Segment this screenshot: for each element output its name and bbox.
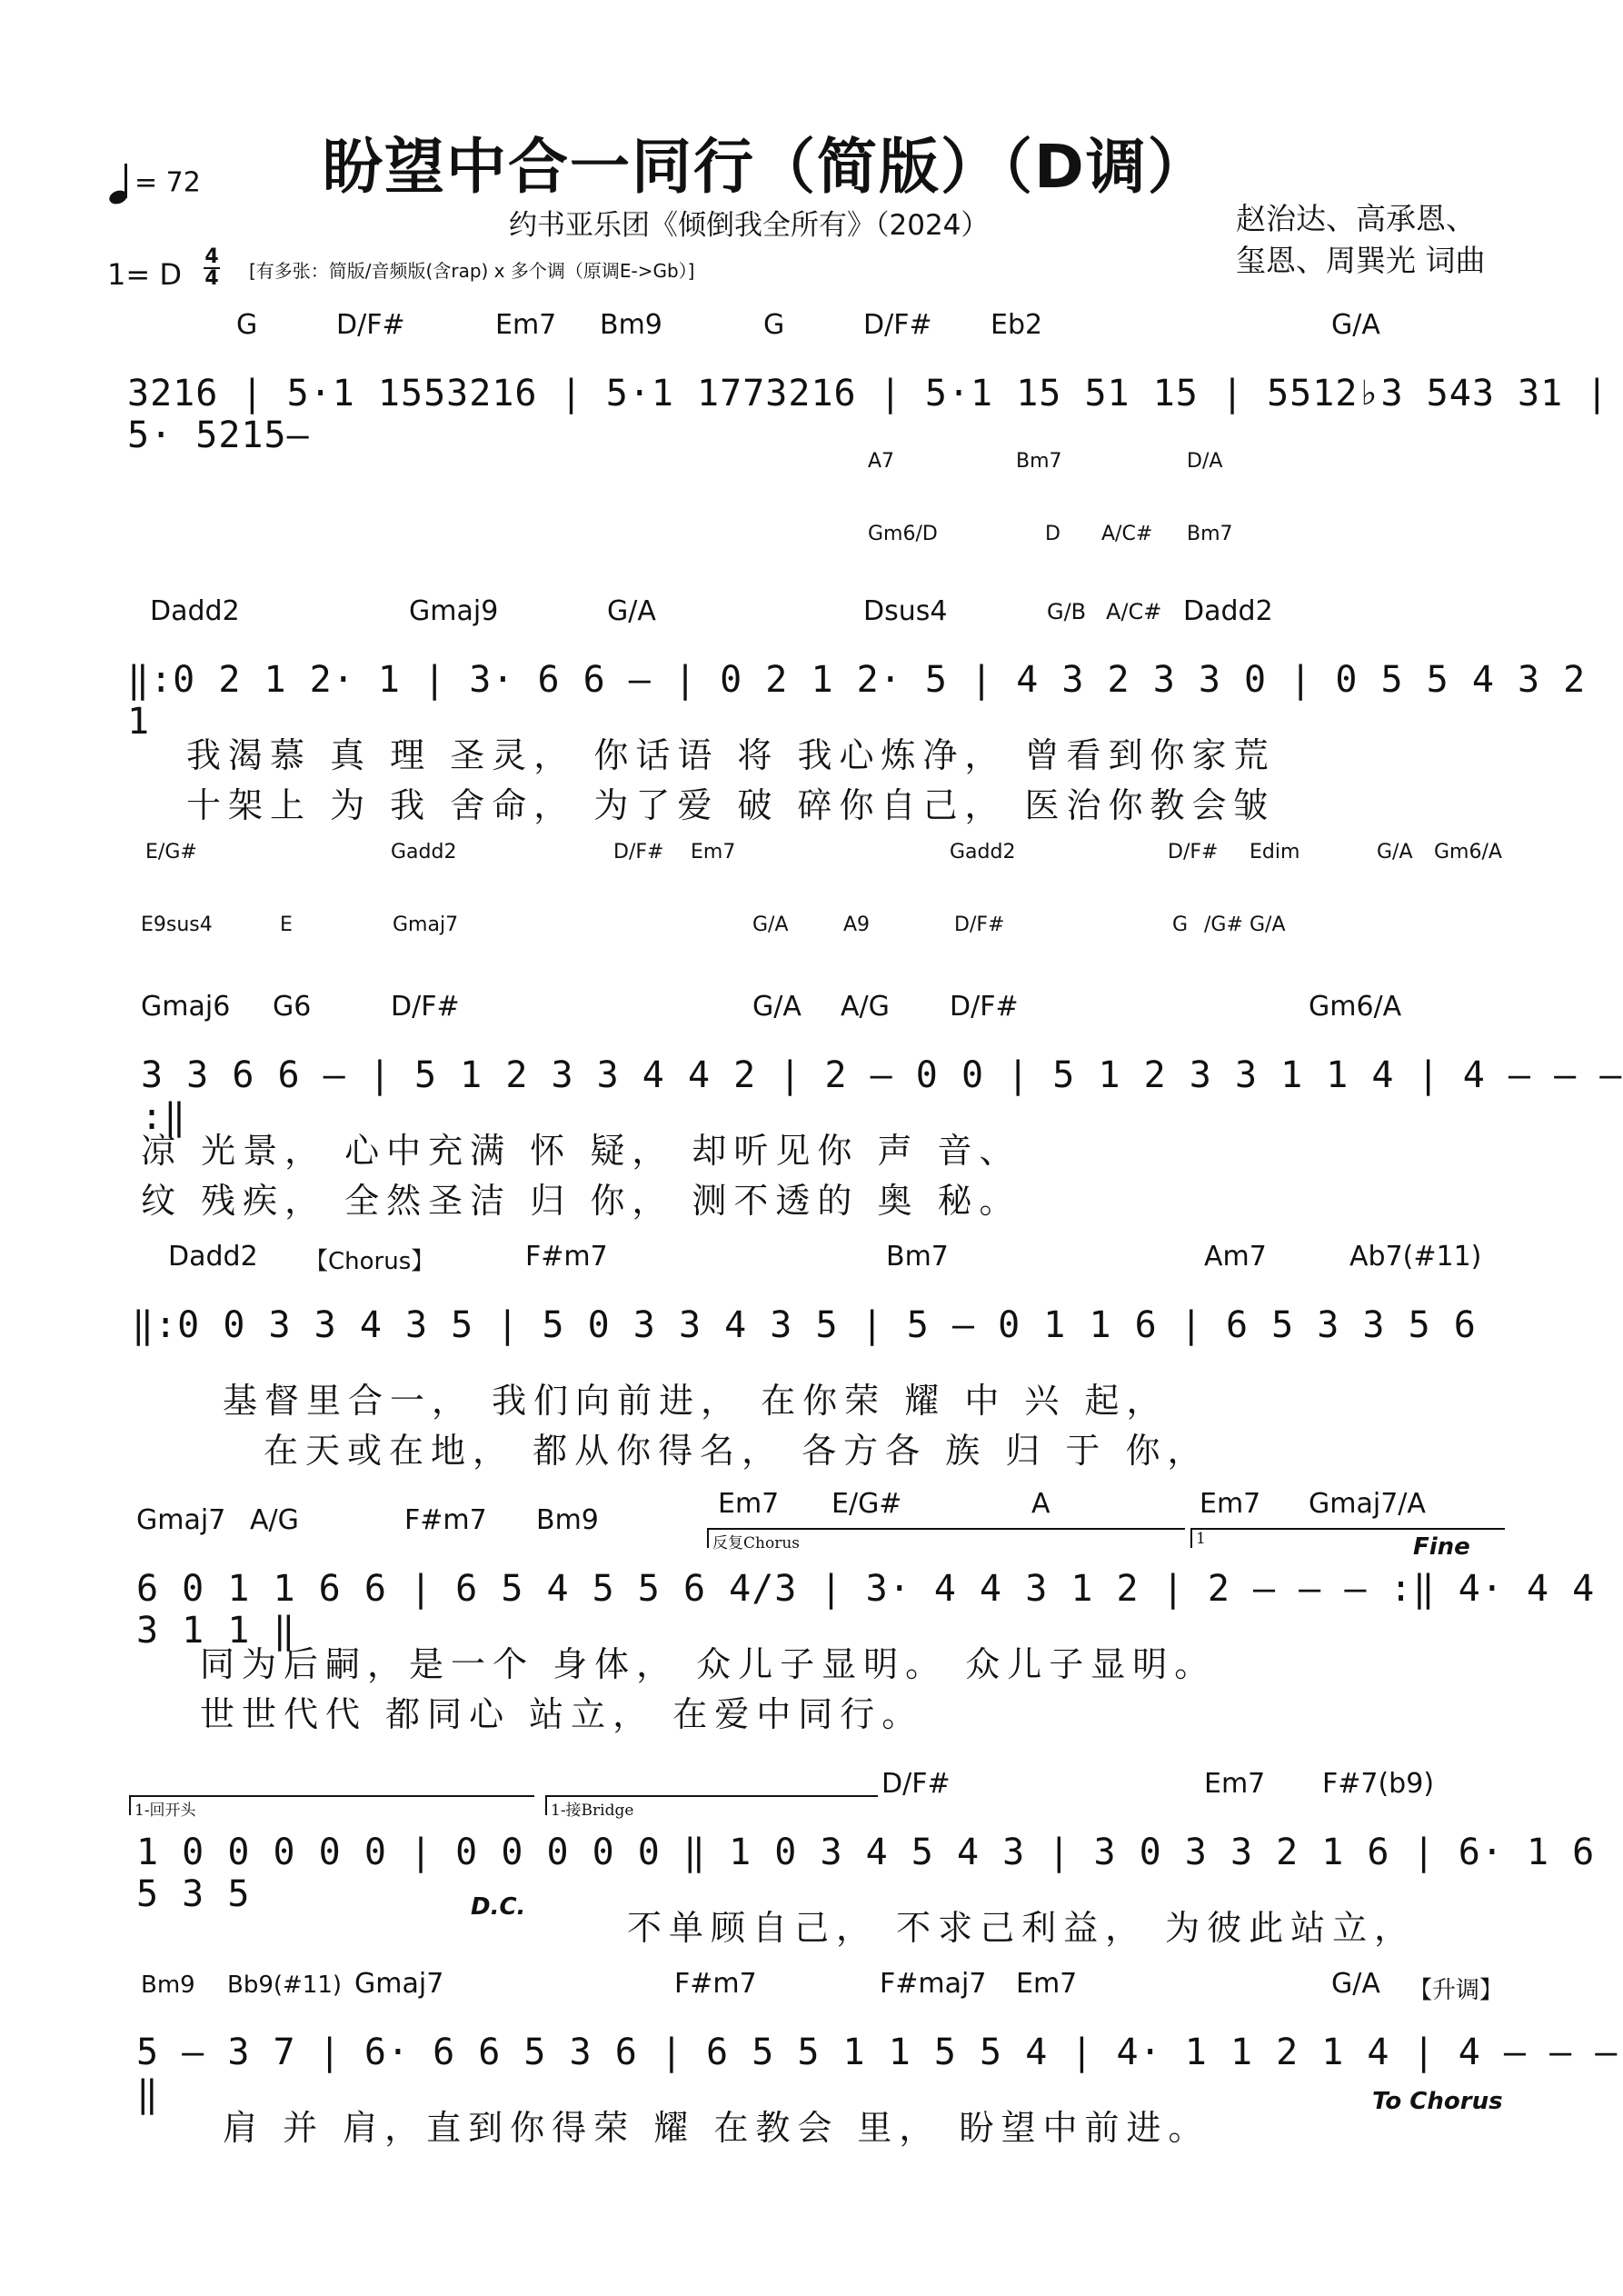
- chord: G/B: [1047, 599, 1087, 624]
- chord: Eb2: [991, 309, 1043, 341]
- chord: G: [763, 309, 785, 341]
- chord: G: [1172, 913, 1189, 936]
- chord: Em7: [718, 1488, 780, 1520]
- chord: Bb9(#11): [227, 1972, 343, 1999]
- chord: E: [280, 913, 293, 936]
- chord: Gmaj7: [393, 913, 459, 936]
- chord: Em7: [691, 841, 736, 863]
- chord: Bm7: [1016, 450, 1062, 473]
- lyrics-bridge: 不单顾自己， 不求己利益， 为彼此站立，: [627, 1908, 1417, 1948]
- chord: D/F#: [954, 913, 1005, 936]
- chord: Bm7: [1187, 523, 1233, 545]
- tempo-marking: [109, 164, 201, 204]
- volta-first-ending: 1: [1190, 1528, 1505, 1548]
- chord: A9: [843, 913, 871, 936]
- notation-line: 3 3 6 6 – | 5 1 2 3 3 4 4 2 | 2 – 0 0 | 5 1 2 3 3 1 1 4 | 4 – – – :‖: [141, 1054, 1623, 1138]
- lyrics-verse-1: 我渴慕 真 理 圣灵， 你话语 将 我心炼净， 曾看到你家荒: [186, 735, 1276, 775]
- chord: G: [236, 309, 258, 341]
- time-top: 4: [204, 245, 219, 268]
- volta-back-to-start: 1-回开头: [129, 1795, 534, 1815]
- chord: D/F#: [1168, 841, 1219, 863]
- chord: Dadd2: [150, 595, 240, 627]
- chord: E9sus4: [141, 913, 213, 936]
- chord: A/G: [841, 991, 890, 1023]
- chord: G/A: [752, 913, 789, 936]
- chord: Gmaj7/A: [1309, 1488, 1426, 1520]
- chord: Dadd2: [168, 1241, 258, 1273]
- chord: F#m7: [404, 1504, 487, 1536]
- chord: A7: [868, 450, 895, 473]
- notation-line: ‖:0 0 3 3 4 3 5 | 5 0 3 3 4 3 5 | 5 – 0 1 1 6 | 6 5 3 3 5 6: [132, 1304, 1477, 1346]
- time-bottom: 4: [204, 267, 219, 290]
- section-tag-key-change: 【升调】: [1409, 1977, 1504, 2004]
- chord: Gmaj9: [409, 595, 499, 627]
- chord: D/F#: [613, 841, 664, 863]
- notation-line: ‖:0 2 1 2· 1 | 3· 6 6 – | 0 2 1 2· 5 | 4 3 2 3 3 0 | 0 5 5 4 3 2 1: [127, 659, 1587, 743]
- chord: A/C#: [1106, 599, 1162, 624]
- version-note: [有多张：简版/音频版(含rap) x 多个调（原调E->Gb）]: [249, 260, 695, 282]
- chord: Ab7(#11): [1349, 1241, 1482, 1273]
- to-chorus-marking: To Chorus: [1372, 2088, 1503, 2115]
- chord: Em7: [1200, 1488, 1261, 1520]
- lyrics-verse-1: 基督里合一， 我们向前进， 在你荣 耀 中 兴 起，: [223, 1381, 1169, 1421]
- volta-to-bridge: 1-接Bridge: [545, 1795, 878, 1815]
- time-signature: [204, 247, 220, 289]
- volta-repeat-chorus: 反复Chorus: [707, 1528, 1185, 1548]
- chord: D/A: [1187, 450, 1223, 473]
- chord: Em7: [1016, 1968, 1078, 2000]
- lyrics-verse-2: 十架上 为 我 舍命， 为了爱 破 碎你自己， 医治你教会皱: [186, 785, 1276, 825]
- chord: F#m7: [674, 1968, 757, 2000]
- section-tag-chorus: 【Chorus】: [304, 1248, 435, 1275]
- chord: Am7: [1204, 1241, 1267, 1273]
- chord: F#7(b9): [1322, 1768, 1435, 1800]
- chord: D/F#: [881, 1768, 951, 1800]
- notation-line: 6 0 1 1 6 6 | 6 5 4 5 5 6 4/3 | 3· 4 4 3 1 2 | 2 – – – :‖ 4· 4 4 3 1 1 ‖: [136, 1568, 1596, 1652]
- chord: Bm9: [536, 1504, 599, 1536]
- quarter-note-icon: [109, 164, 122, 204]
- chord: Bm9: [600, 309, 662, 341]
- chord: Bm7: [886, 1241, 949, 1273]
- song-title: 盼望中合一同行（简版）（D调）: [323, 132, 1210, 202]
- fine-marking: Fine: [1413, 1533, 1470, 1561]
- chord: Bm9: [141, 1972, 195, 1999]
- chord: A/G: [250, 1504, 299, 1536]
- chord: Gadd2: [950, 841, 1016, 863]
- chord: Gm6/A: [1434, 841, 1502, 863]
- chord: G/A: [1250, 913, 1286, 936]
- chord: A/C#: [1101, 523, 1153, 545]
- notation-line: 1 0 0 0 0 0 | 0 0 0 0 0 ‖ 1 0 3 4 5 4 3 | 3 0 3 3 2 1 6 | 6· 1 6 5 3 5: [136, 1832, 1596, 1915]
- chord: D/F#: [950, 991, 1019, 1023]
- dc-marking: D.C.: [471, 1893, 526, 1921]
- chord: E/G#: [145, 841, 197, 863]
- chord: F#m7: [525, 1241, 608, 1273]
- chord: D/F#: [863, 309, 932, 341]
- notation-line: 3216 | 5·1 1553216 | 5·1 1773216 | 5·1 15 51 15 | 5512♭3 543 31 | 5· 5215–: [127, 373, 1609, 456]
- chord: Dadd2: [1183, 595, 1273, 627]
- album-subtitle: 约书亚乐团《倾倒我全所有》（2024）: [509, 209, 990, 242]
- chord: Edim: [1250, 841, 1300, 863]
- chord: Gm6/D: [868, 523, 938, 545]
- lyrics-verse-2: 在天或在地， 都从你得名， 各方各 族 归 于 你，: [264, 1431, 1210, 1471]
- tempo-value: = 72: [134, 166, 201, 199]
- chord: Dsus4: [863, 595, 948, 627]
- chord: G/A: [752, 991, 802, 1023]
- chord: G6: [273, 991, 312, 1023]
- chord: E/G#: [831, 1488, 902, 1520]
- chord: Gmaj6: [141, 991, 231, 1023]
- lyrics-verse-1: 凉 光景， 心中充满 怀 疑， 却听见你 声 音、: [141, 1131, 1021, 1171]
- chord: A: [1031, 1488, 1050, 1520]
- chord: Gmaj7: [136, 1504, 226, 1536]
- chord: Gadd2: [391, 841, 457, 863]
- chord: Gm6/A: [1309, 991, 1402, 1023]
- lyrics-verse-1: 同为后嗣，是一个 身体， 众儿子显明。 众儿子显明。: [200, 1644, 1217, 1684]
- key-signature: 1= D: [107, 257, 182, 292]
- composers: 赵治达、高承恩、 玺恩、周巽光 词曲: [1236, 201, 1486, 278]
- chord: D: [1045, 523, 1060, 545]
- lyrics-verse-2: 纹 残疾， 全然圣洁 归 你， 测不透的 奥 秘。: [141, 1181, 1021, 1221]
- chord: D/F#: [336, 309, 405, 341]
- notation-line: 5 – 3 7 | 6· 6 6 5 3 6 | 6 5 5 1 1 5 5 4 | 4· 1 1 2 1 4 | 4 – – – ‖: [136, 2031, 1618, 2115]
- chord: G/A: [1377, 841, 1413, 863]
- chord: /G#: [1204, 913, 1243, 936]
- chord: Em7: [495, 309, 557, 341]
- chord: G/A: [1331, 309, 1380, 341]
- chord: Gmaj7: [354, 1968, 444, 2000]
- chord: D/F#: [391, 991, 460, 1023]
- chord: Em7: [1204, 1768, 1266, 1800]
- lyrics-verse-2: 世世代代 都同心 站立， 在爱中同行。: [200, 1694, 924, 1734]
- chord: G/A: [1331, 1968, 1380, 2000]
- chord: F#maj7: [880, 1968, 987, 2000]
- lyrics-bridge-end: 肩 并 肩，直到你得荣 耀 在教会 里， 盼望中前进。: [223, 2108, 1210, 2148]
- chord: G/A: [607, 595, 656, 627]
